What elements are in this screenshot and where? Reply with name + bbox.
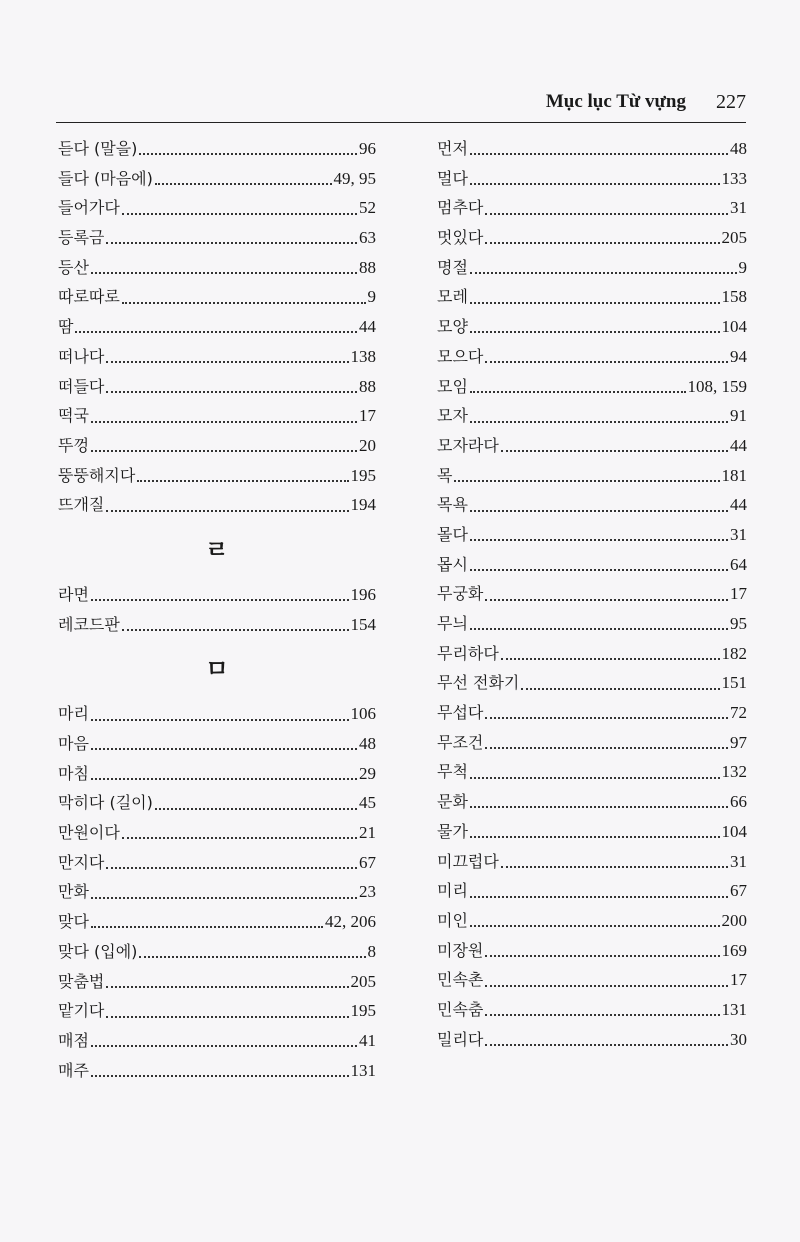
entry-page: 96 xyxy=(359,139,376,158)
entry-page: 194 xyxy=(350,495,376,515)
entry-page: 97 xyxy=(730,732,747,752)
dot-leader xyxy=(106,360,348,363)
dot-leader xyxy=(91,718,349,721)
entry-term: 모으다 xyxy=(437,346,484,366)
dot-leader xyxy=(470,776,720,779)
entry-term: 무선 전화기 xyxy=(437,673,520,693)
entry-page: 72 xyxy=(730,703,747,723)
left-column xyxy=(58,134,376,1085)
entry-group-3 xyxy=(58,699,376,1085)
entry-page: 205 xyxy=(350,971,376,991)
entry-term: 모자 xyxy=(437,406,468,426)
index-entry xyxy=(58,312,376,342)
entry-term: 미장원 xyxy=(437,940,484,960)
index-entry xyxy=(437,639,747,669)
index-entry xyxy=(437,431,747,461)
entry-page: 9 xyxy=(367,287,376,307)
entry-term: 따로따로 xyxy=(58,287,120,307)
entry-term: 마리 xyxy=(58,704,89,724)
index-entry xyxy=(437,936,747,966)
right-column xyxy=(437,134,747,1054)
entry-term: 듣다 (말을) xyxy=(58,139,138,158)
entry-group-2 xyxy=(58,580,376,639)
index-entry xyxy=(58,729,376,759)
dot-leader xyxy=(106,509,348,512)
entry-term: 들다 (마음에) xyxy=(58,168,153,188)
entry-page: 67 xyxy=(359,852,376,872)
entry-term: 등록금 xyxy=(58,228,105,248)
entry-page: 9 xyxy=(738,257,747,277)
entry-term: 몰다 xyxy=(437,524,468,544)
entry-page: 29 xyxy=(359,763,376,783)
entry-page: 49, 95 xyxy=(333,168,376,188)
entry-page: 91 xyxy=(730,406,747,426)
dot-leader xyxy=(106,390,357,393)
entry-page: 108, 159 xyxy=(687,376,747,396)
index-entry xyxy=(58,490,376,520)
index-entry xyxy=(58,967,376,997)
dot-leader xyxy=(470,182,720,185)
index-entry xyxy=(437,847,747,877)
entry-term: 만지다 xyxy=(58,852,105,872)
dot-leader xyxy=(470,805,728,808)
dot-leader xyxy=(155,807,357,810)
dot-leader xyxy=(91,420,357,423)
entry-page: 200 xyxy=(721,910,747,930)
entry-page: 63 xyxy=(359,228,376,248)
entry-term: 뚱뚱해지다 xyxy=(58,465,136,485)
index-entry xyxy=(58,996,376,1026)
entry-term: 떠나다 xyxy=(58,346,105,366)
dot-leader xyxy=(501,865,728,868)
index-entry xyxy=(437,698,747,728)
dot-leader xyxy=(106,1015,348,1018)
entry-group-right xyxy=(437,134,747,1054)
entry-page: 94 xyxy=(730,346,747,366)
entry-term: 목 xyxy=(437,465,453,485)
entry-page: 131 xyxy=(721,999,747,1019)
entry-term: 몹시 xyxy=(437,554,468,574)
index-entry xyxy=(437,342,747,372)
dot-leader xyxy=(521,687,719,690)
index-entry xyxy=(437,668,747,698)
dot-leader xyxy=(470,835,720,838)
index-entry xyxy=(58,134,376,164)
index-entry xyxy=(58,223,376,253)
index-entry xyxy=(437,609,747,639)
index-entry xyxy=(437,164,747,194)
entry-page: 133 xyxy=(721,168,747,188)
index-entry xyxy=(437,757,747,787)
entry-term: 멈추다 xyxy=(437,198,484,218)
entry-page: 195 xyxy=(350,1001,376,1021)
entry-term: 매점 xyxy=(58,1030,89,1050)
entry-term: 레코드판 xyxy=(58,614,120,634)
index-entry xyxy=(58,1026,376,1056)
entry-term: 만화 xyxy=(58,882,89,902)
dot-leader xyxy=(155,182,332,185)
entry-term: 무조건 xyxy=(437,732,484,752)
index-entry xyxy=(437,134,747,164)
entry-term: 맞다 xyxy=(58,912,89,932)
entry-page: 158 xyxy=(721,287,747,307)
dot-leader xyxy=(91,1074,349,1077)
entry-page: 169 xyxy=(721,940,747,960)
entry-term: 미리 xyxy=(437,881,468,901)
entry-term: 맞다 (입에) xyxy=(58,941,138,961)
entry-page: 88 xyxy=(359,376,376,396)
dot-leader xyxy=(470,301,720,304)
dot-leader xyxy=(485,716,728,719)
dot-leader xyxy=(106,241,357,244)
index-entry xyxy=(58,580,376,610)
section-heading-rieul: ㄹ xyxy=(205,535,229,564)
dot-leader xyxy=(91,598,349,601)
entry-page: 205 xyxy=(721,228,747,248)
dot-leader xyxy=(470,538,728,541)
dot-leader xyxy=(470,509,728,512)
entry-page: 67 xyxy=(730,881,747,901)
entry-term: 라면 xyxy=(58,584,89,604)
entry-page: 17 xyxy=(359,406,376,426)
entry-page: 64 xyxy=(730,554,747,574)
dot-leader xyxy=(139,152,357,155)
entry-term: 민속춤 xyxy=(437,999,484,1019)
dot-leader xyxy=(485,984,728,987)
entry-page: 21 xyxy=(359,823,376,843)
header-title: Mục lục Từ vựng xyxy=(545,91,686,112)
entry-term: 모임 xyxy=(437,376,468,396)
entry-page: 8 xyxy=(367,941,376,961)
entry-term: 무늬 xyxy=(437,614,468,633)
index-entry xyxy=(437,995,747,1025)
index-entry xyxy=(58,342,376,372)
index-entry xyxy=(437,965,747,995)
index-entry xyxy=(58,848,376,878)
entry-term: 맡기다 xyxy=(58,1001,105,1021)
dot-leader xyxy=(470,924,720,927)
entry-term: 먼저 xyxy=(437,139,468,158)
dot-leader xyxy=(470,271,737,274)
entry-term: 민속촌 xyxy=(437,970,484,990)
index-entry xyxy=(58,610,376,640)
index-entry xyxy=(58,431,376,461)
entry-page: 31 xyxy=(730,851,747,871)
dot-leader xyxy=(485,598,728,601)
index-entry xyxy=(437,282,747,312)
dot-leader xyxy=(91,747,357,750)
index-entry xyxy=(58,877,376,907)
dot-leader xyxy=(75,330,357,333)
entry-term: 땀 xyxy=(58,317,74,337)
entry-page: 66 xyxy=(730,792,747,812)
entry-page: 42, 206 xyxy=(325,912,376,932)
entry-page: 44 xyxy=(359,317,376,337)
dot-leader xyxy=(106,985,348,988)
index-entry xyxy=(58,461,376,491)
index-entry xyxy=(437,193,747,223)
dot-leader xyxy=(485,1043,728,1046)
entry-term: 목욕 xyxy=(437,495,468,515)
entry-page: 88 xyxy=(359,257,376,277)
entry-term: 모레 xyxy=(437,287,468,307)
entry-term: 모양 xyxy=(437,317,468,337)
dot-leader xyxy=(470,330,720,333)
entry-page: 48 xyxy=(730,139,747,158)
entry-page: 104 xyxy=(721,821,747,841)
dot-leader xyxy=(91,896,357,899)
entry-page: 48 xyxy=(359,734,376,753)
entry-page: 31 xyxy=(730,198,747,218)
index-entry xyxy=(437,817,747,847)
dot-leader xyxy=(91,1044,357,1047)
dot-leader xyxy=(485,746,728,749)
entry-page: 52 xyxy=(359,198,376,218)
dot-leader xyxy=(91,777,357,780)
index-entry xyxy=(58,818,376,848)
entry-term: 문화 xyxy=(437,792,468,812)
entry-page: 20 xyxy=(359,435,376,455)
index-entry xyxy=(437,312,747,342)
entry-page: 17 xyxy=(730,970,747,990)
dot-leader xyxy=(122,836,357,839)
entry-page: 132 xyxy=(721,762,747,782)
entry-page: 196 xyxy=(350,584,376,604)
entry-page: 106 xyxy=(350,704,376,724)
index-entry xyxy=(58,164,376,194)
dot-leader xyxy=(501,657,720,660)
entry-term: 밀리다 xyxy=(437,1029,484,1049)
entry-term: 무궁화 xyxy=(437,584,484,604)
index-entry xyxy=(437,787,747,817)
index-entry xyxy=(437,1025,747,1055)
index-entry xyxy=(437,550,747,580)
entry-term: 멋있다 xyxy=(437,228,484,248)
dot-leader xyxy=(485,212,728,215)
index-entry xyxy=(58,699,376,729)
index-entry xyxy=(437,876,747,906)
entry-page: 131 xyxy=(350,1060,376,1080)
index-entry xyxy=(437,906,747,936)
dot-leader xyxy=(106,866,357,869)
entry-page: 23 xyxy=(359,882,376,902)
entry-page: 182 xyxy=(721,643,747,663)
entry-page: 95 xyxy=(730,614,747,633)
entry-page: 151 xyxy=(721,673,747,693)
entry-term: 미인 xyxy=(437,910,468,930)
dot-leader xyxy=(139,955,365,958)
entry-term: 등산 xyxy=(58,257,89,277)
entry-term: 마음 xyxy=(58,734,89,753)
dot-leader xyxy=(470,568,728,571)
entry-term: 멀다 xyxy=(437,168,468,188)
index-entry xyxy=(437,728,747,758)
entry-page: 41 xyxy=(359,1030,376,1050)
entry-page: 30 xyxy=(730,1029,747,1049)
entry-term: 뚜껑 xyxy=(58,435,89,455)
entry-term: 뜨개질 xyxy=(58,495,105,515)
entry-page: 154 xyxy=(350,614,376,634)
index-entry xyxy=(437,223,747,253)
index-entry xyxy=(58,282,376,312)
dot-leader xyxy=(91,449,357,452)
index-entry xyxy=(58,907,376,937)
entry-term: 막히다 (길이) xyxy=(58,793,153,813)
entry-page: 44 xyxy=(730,435,747,455)
dot-leader xyxy=(137,479,348,482)
dot-leader xyxy=(485,360,728,363)
index-entry xyxy=(437,372,747,402)
entry-page: 17 xyxy=(730,584,747,604)
dot-leader xyxy=(122,301,366,304)
dot-leader xyxy=(470,420,728,423)
dot-leader xyxy=(485,1013,719,1016)
entry-term: 매주 xyxy=(58,1060,89,1080)
dot-leader xyxy=(470,895,728,898)
index-entry xyxy=(437,401,747,431)
dot-leader xyxy=(122,212,357,215)
entry-term: 들어가다 xyxy=(58,198,120,218)
index-entry xyxy=(58,1056,376,1086)
index-entry xyxy=(437,490,747,520)
index-entry xyxy=(58,372,376,402)
index-entry xyxy=(58,788,376,818)
index-entry xyxy=(437,461,747,491)
entry-term: 명절 xyxy=(437,257,468,277)
entry-page: 104 xyxy=(721,317,747,337)
entry-page: 138 xyxy=(350,346,376,366)
index-entry xyxy=(58,401,376,431)
entry-term: 미끄럽다 xyxy=(437,851,499,871)
dot-leader xyxy=(470,152,728,155)
entry-page: 45 xyxy=(359,793,376,813)
entry-term: 무척 xyxy=(437,762,468,782)
entry-page: 44 xyxy=(730,495,747,515)
entry-page: 31 xyxy=(730,524,747,544)
dot-leader xyxy=(91,925,323,928)
page-number: 227 xyxy=(716,91,746,113)
entry-term: 물가 xyxy=(437,821,468,841)
index-entry xyxy=(58,253,376,283)
entry-term: 마침 xyxy=(58,763,89,783)
entry-page: 195 xyxy=(350,465,376,485)
dot-leader xyxy=(470,390,686,393)
entry-group-1 xyxy=(58,134,376,520)
index-entry xyxy=(58,193,376,223)
entry-term: 무섭다 xyxy=(437,703,484,723)
index-entry xyxy=(437,579,747,609)
dot-leader xyxy=(501,449,728,452)
index-entry xyxy=(437,253,747,283)
entry-term: 무리하다 xyxy=(437,643,499,663)
dot-leader xyxy=(91,271,357,274)
index-entry xyxy=(58,937,376,967)
entry-term: 만원이다 xyxy=(58,823,120,843)
entry-term: 맞춤법 xyxy=(58,971,105,991)
dot-leader xyxy=(485,241,719,244)
index-entry xyxy=(437,520,747,550)
dot-leader xyxy=(454,479,719,482)
dot-leader xyxy=(470,627,728,630)
section-heading-mieum: ㅁ xyxy=(205,655,229,684)
entry-page: 181 xyxy=(721,465,747,485)
dot-leader xyxy=(485,954,719,957)
index-entry xyxy=(58,759,376,789)
entry-term: 떡국 xyxy=(58,406,89,426)
page-header xyxy=(56,88,746,123)
entry-term: 떠들다 xyxy=(58,376,105,396)
entry-term: 모자라다 xyxy=(437,435,499,455)
dot-leader xyxy=(122,628,349,631)
